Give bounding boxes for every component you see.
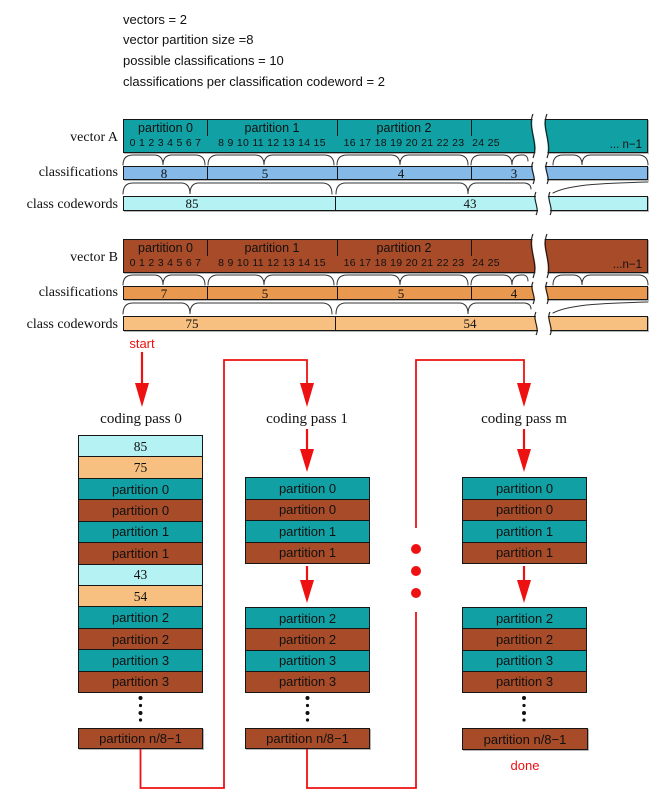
- start-label: start: [129, 336, 155, 351]
- passm-top-arrowhead: [517, 383, 531, 407]
- stack-cell: partition 2: [245, 607, 370, 629]
- stack-cell: partition 0: [78, 499, 203, 521]
- stack-cell: partition 2: [78, 606, 203, 628]
- classifications-a-label: classifications: [38, 165, 118, 180]
- vector-b-indices-1: 8 9 10 11 12 13 14 15: [218, 257, 326, 269]
- stack-cell: partition 0: [462, 499, 587, 522]
- stack-cell: partition 1: [78, 521, 203, 543]
- coding-pass-1-label: coding pass 1: [266, 411, 348, 427]
- class-divider: [207, 287, 208, 299]
- classification-a-value-1: 5: [261, 166, 269, 181]
- vector-a-partition-0: partition 0: [138, 121, 193, 135]
- classifications-b-label: classifications: [38, 285, 118, 300]
- stack-cell: partition 0: [462, 477, 587, 500]
- vector-b-bar: [123, 239, 648, 273]
- vector-a-indices-3: 24 25: [472, 137, 500, 149]
- start-arrowhead: [135, 383, 149, 407]
- stack-cell: 85: [78, 435, 203, 457]
- coding-pass-m-group-1: [462, 477, 587, 564]
- passm-entry-arrowhead: [517, 449, 531, 472]
- vector-a-partition-2: partition 2: [376, 121, 432, 135]
- vector-a-partition-1: partition 1: [244, 121, 300, 135]
- pass1-entry-arrowhead: [300, 449, 314, 472]
- class-divider: [471, 167, 472, 179]
- vector-b-indices-3: 24 25: [472, 257, 500, 269]
- coding-pass-0-stack: [78, 435, 203, 693]
- stack-cell: partition 3: [245, 671, 370, 693]
- braces-a-classifications: [123, 155, 648, 165]
- codewords-a-bar: [123, 196, 648, 211]
- vector-a-indices-2: 16 17 18 19 20 21 22 23: [343, 137, 465, 149]
- stack-cell: partition 1: [462, 542, 587, 565]
- partition-divider: [471, 120, 472, 136]
- stack-cell: partition 1: [245, 542, 370, 565]
- class-codewords-b-label: class codewords: [26, 317, 118, 332]
- classification-b-value-0: 7: [160, 286, 168, 301]
- partition-divider: [337, 240, 338, 256]
- vector-a-bar: [123, 119, 648, 153]
- class-divider: [337, 167, 338, 179]
- class-codewords-a-label: class codewords: [26, 197, 118, 212]
- vector-a-indices-0: 0 1 2 3 4 5 6 7: [129, 137, 202, 149]
- config-line-codeword: classifications per classification codeword = 2: [123, 74, 385, 89]
- pass-ellipsis-red: [411, 544, 421, 598]
- partition-divider: [207, 120, 208, 136]
- stack-cell: partition 0: [245, 499, 370, 522]
- codeword-divider: [335, 197, 336, 210]
- coding-pass-1-group-2: [245, 607, 370, 693]
- stack-cell: 54: [78, 585, 203, 607]
- codeword-b-value-1: 54: [463, 316, 477, 331]
- stack-cell: partition 1: [78, 542, 203, 564]
- braces-b-classifications: [123, 275, 648, 285]
- class-divider: [471, 287, 472, 299]
- vector-a-label: vector A: [70, 130, 118, 145]
- codewords-b-bar: [123, 316, 648, 331]
- vector-b-partition-2: partition 2: [376, 241, 432, 255]
- stack-cell: partition 0: [78, 478, 203, 500]
- stack-cell: partition 3: [245, 650, 370, 672]
- vector-a-tail: ... n−1: [609, 139, 642, 151]
- config-line-vectors: vectors = 2: [123, 12, 187, 27]
- partition-divider: [337, 120, 338, 136]
- stack-cell: partition 2: [462, 607, 587, 629]
- stack-cell: 75: [78, 456, 203, 478]
- vector-b-partition-1: partition 1: [244, 241, 300, 255]
- classifications-a-bar: [123, 166, 648, 180]
- config-line-classifications: possible classifications = 10: [123, 53, 284, 68]
- stack-cell: 43: [78, 564, 203, 586]
- braces-b-codewords: [123, 302, 648, 314]
- stack-cell: partition 3: [78, 649, 203, 671]
- coding-pass-m-last-cell: partition n/8−1: [462, 728, 588, 750]
- pass1-top-arrowhead: [300, 383, 314, 407]
- class-divider: [337, 287, 338, 299]
- coding-pass-1-group-1: [245, 477, 370, 564]
- vector-b-indices-0: 0 1 2 3 4 5 6 7: [129, 257, 202, 269]
- codeword-b-value-0: 75: [185, 316, 199, 331]
- coding-pass-m-label: coding pass m: [481, 411, 567, 427]
- partition-divider: [471, 240, 472, 256]
- done-label: done: [510, 758, 540, 773]
- classification-a-value-0: 8: [160, 166, 168, 181]
- vector-b-indices-2: 16 17 18 19 20 21 22 23: [343, 257, 465, 269]
- stack-cell: partition 0: [245, 477, 370, 500]
- stack-cell: partition 3: [462, 671, 587, 693]
- vector-b-label: vector B: [70, 250, 118, 265]
- classification-b-value-3: 4: [510, 286, 518, 301]
- coding-pass-0-label: coding pass 0: [100, 411, 182, 427]
- stack-cell: partition 1: [462, 520, 587, 543]
- braces-a-codewords: [123, 182, 648, 194]
- stack-cell: partition 2: [78, 628, 203, 650]
- codeword-divider: [335, 317, 336, 330]
- coding-pass-1-last-cell: partition n/8−1: [245, 728, 370, 749]
- passm-mid-arrowhead: [517, 580, 531, 603]
- stack-cell: partition 2: [245, 628, 370, 650]
- vector-b-tail: ...n−1: [612, 259, 642, 271]
- class-divider: [207, 167, 208, 179]
- stack-cell: partition 3: [462, 650, 587, 672]
- classification-a-value-3: 3: [510, 166, 518, 181]
- classification-b-value-2: 5: [397, 286, 405, 301]
- pass1-mid-arrowhead: [300, 580, 314, 603]
- stack-cell: partition 2: [462, 628, 587, 650]
- config-line-partition-size: vector partition size =8: [123, 32, 254, 47]
- classifications-b-bar: [123, 286, 648, 300]
- classification-a-value-2: 4: [397, 166, 405, 181]
- vector-b-partition-0: partition 0: [138, 241, 193, 255]
- partition-divider: [207, 240, 208, 256]
- stack-cell: partition 1: [245, 520, 370, 543]
- codeword-a-value-0: 85: [185, 196, 199, 211]
- stack-ellipsis-dots: [139, 696, 527, 722]
- stack-cell: partition 3: [78, 671, 203, 693]
- classification-b-value-1: 5: [261, 286, 269, 301]
- coding-pass-0-last-cell: partition n/8−1: [78, 728, 203, 749]
- vector-a-indices-1: 8 9 10 11 12 13 14 15: [218, 137, 326, 149]
- coding-pass-m-group-2: [462, 607, 587, 693]
- codeword-a-value-1: 43: [463, 196, 477, 211]
